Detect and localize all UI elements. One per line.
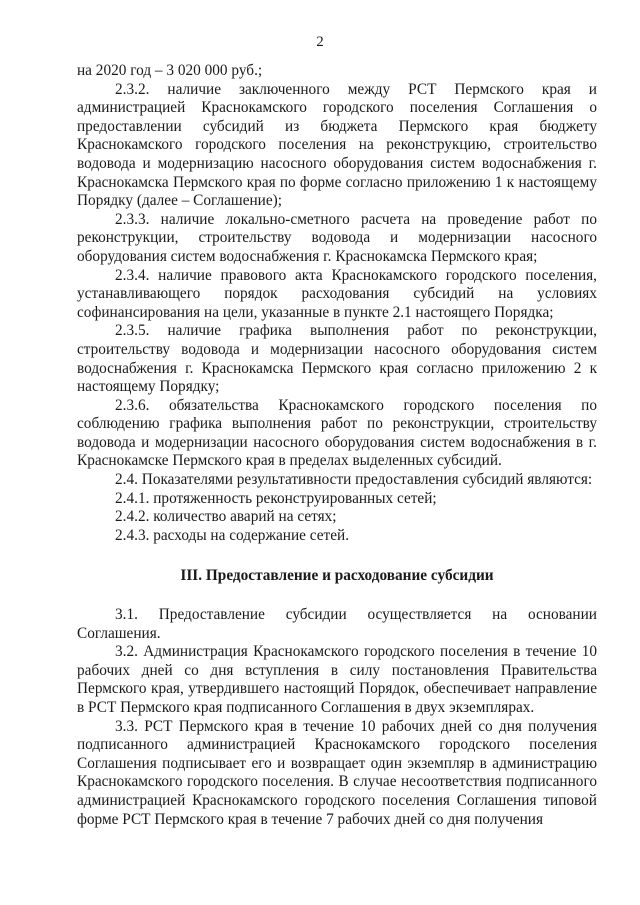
paragraph: на 2020 год – 3 020 000 руб.; — [77, 62, 263, 79]
paragraph: 2.4.3. расходы на содержание сетей. — [115, 526, 350, 544]
section-three — [77, 606, 597, 829]
paragraph: 2.4. Показателями результативности предоставления субсидий являются: — [115, 471, 593, 489]
paragraph: 2.3.2. наличие заключенного между РСТ Пермского края и администрацией Краснокамского городского поселения Соглашения о предоставлении субсидий из бюджета Пермского края бюджету Краснокамского городского поселения на реконструкцию, строительство водовода и модернизацию насосного оборудования систем водоснабжения г. Краснокамска Пермского края по форме согласно приложению 1 к настоящему Порядку (далее – Соглашение); — [77, 80, 597, 210]
paragraph: 2.4.1. протяженность реконструированных сетей; — [115, 489, 437, 507]
paragraph: 3.1. Предоставление субсидии осуществляется на основании Соглашения. — [77, 606, 597, 642]
paragraph: 2.3.3. наличие локально-сметного расчета на проведение работ по реконструкции, строительству водовода и модернизации насосного оборудования систем водоснабжения г. Краснокамска Пермского края; — [77, 210, 597, 265]
section-two-continuation — [77, 62, 597, 545]
paragraph: 2.4.2. количество аварий на сетях; — [115, 508, 337, 526]
section-heading: III. Предоставление и расходование субсидии — [180, 567, 494, 585]
paragraph: 2.3.6. обязательства Краснокамского городского поселения по соблюдению графика выполнения работ по реконструкции, строительству водовода и модернизации насосного оборудования систем водоснабжения в г. Краснокамске Пермского края в пределах выделенных субсидий. — [77, 396, 597, 470]
paragraph: 3.3. РСТ Пермского края в течение 10 рабочих дней со дня получения подписанного администрацией Краснокамского городского поселения Соглашения подписывает его и возвращает один экземпляр в администрацию Краснокамского городского поселения. В случае несоответствия подписанного администрацией Краснокамского городского поселения Соглашения типовой форме РСТ Пермского края в течение 7 рабочих дней со дня получения — [77, 717, 597, 828]
paragraph: 2.3.4. наличие правового акта Краснокамского городского поселения, устанавливающего порядок расходования субсидий на условиях софинансирования на цели, указанные в пункте 2.1 настоящего Порядка; — [77, 266, 597, 321]
paragraph: 2.3.5. наличие графика выполнения работ по реконструкции, строительству водовода и модернизации насосного оборудования систем водоснабжения г. Краснокамска Пермского края согласно приложению 2 к настоящему Порядку; — [77, 322, 597, 396]
paragraph: 3.2. Администрация Краснокамского городского поселения в течение 10 рабочих дней со дня вступления в силу постановления Правительства Пермского края, утвердившего настоящий Порядок, обеспечивает направление в РСТ Пермского края подписанного Соглашения в двух экземплярах. — [77, 643, 597, 716]
document-body — [77, 62, 597, 829]
page-number: 2 — [316, 34, 324, 50]
